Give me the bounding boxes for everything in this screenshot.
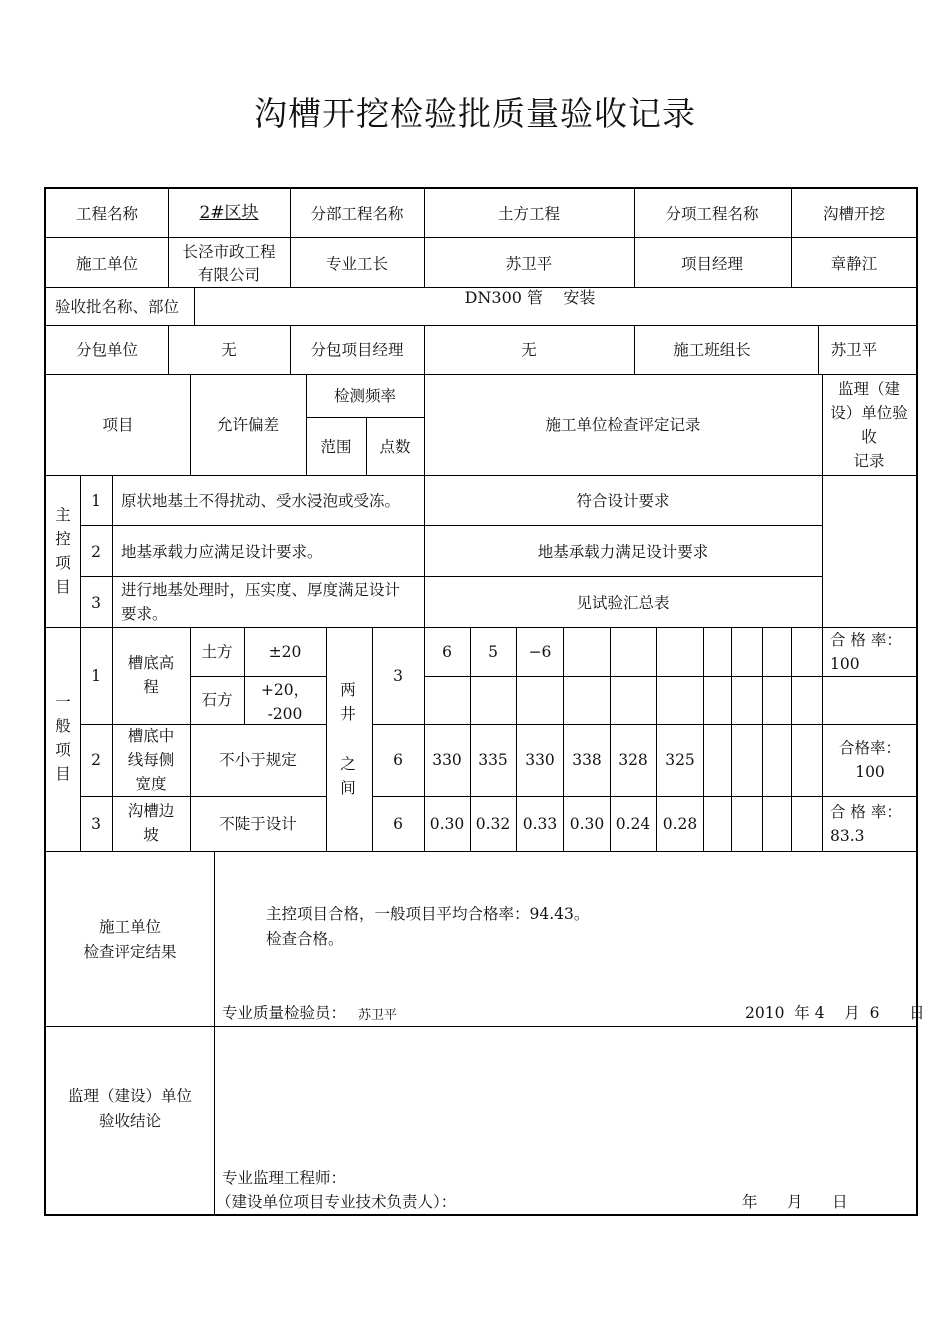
main-control-label-char: 项 <box>55 554 71 572</box>
column-frequency: 检测频率 <box>333 387 397 405</box>
general-item-1-pass-line1: 合 格 率： <box>830 631 902 649</box>
inspector-label: 专业质量检验员： <box>222 1004 347 1022</box>
measure-value: 0.30 <box>429 815 465 833</box>
general-item-2-pass-line1: 合格率： <box>838 739 902 757</box>
team-leader-label: 施工班组长 <box>673 341 751 359</box>
general-item-1-tol1: ±20 <box>268 643 302 661</box>
general-item-1-tol2-line1: +20， <box>260 681 310 699</box>
main-control-label-char: 主 <box>55 506 71 524</box>
main-item-1-no: 1 <box>91 492 101 510</box>
owner-label: （建设单位项目专业技术负责人）： <box>216 1193 457 1211</box>
main-item-1-record: 符合设计要求 <box>576 492 670 510</box>
measure-value: 6 <box>442 643 452 661</box>
general-item-3-pass-line1: 合 格 率： <box>830 803 902 821</box>
column-record: 施工单位检查评定记录 <box>545 416 701 434</box>
column-supervision-line1: 监理（建 <box>837 380 901 398</box>
measure-value: 0.28 <box>662 815 698 833</box>
measure-value: 328 <box>618 751 648 769</box>
result-text-line1: 主控项目合格，一般项目平均合格率：94.43。 <box>266 905 590 923</box>
measure-value: 0.32 <box>475 815 511 833</box>
general-item-3-tol: 不陡于设计 <box>219 815 297 833</box>
measure-value: 0.24 <box>615 815 651 833</box>
column-range: 范围 <box>320 438 352 456</box>
general-item-2-name-line1: 槽底中 <box>127 727 175 745</box>
batch-value: DN300 管 安装 <box>464 288 596 307</box>
measure-value: 0.30 <box>569 815 605 833</box>
column-supervision-line2: 设）单位验 <box>830 404 908 422</box>
foreman-value: 苏卫平 <box>505 255 553 273</box>
general-item-1-points: 3 <box>393 667 403 685</box>
manager-value: 章静江 <box>830 255 878 273</box>
general-item-2-points: 6 <box>393 751 403 769</box>
main-control-label-char: 控 <box>55 530 71 548</box>
main-item-3-desc-line1: 进行地基处理时，压实度、厚度满足设计 <box>121 581 401 599</box>
manager-label: 项目经理 <box>680 255 744 273</box>
conclusion-date: 年 月 日 <box>742 1193 848 1211</box>
batch-label: 验收批名称、部位 <box>55 298 180 316</box>
general-item-3-name-line2: 坡 <box>143 826 159 844</box>
main-item-3-record: 见试验汇总表 <box>576 594 670 612</box>
general-item-2-tol: 不小于规定 <box>219 751 297 769</box>
measure-value: 325 <box>665 751 695 769</box>
item-project-label: 分项工程名称 <box>665 205 759 223</box>
general-item-1-no: 1 <box>91 667 101 685</box>
measure-value: 330 <box>432 751 462 769</box>
sub-project-value: 土方工程 <box>497 205 561 223</box>
general-label-char: 目 <box>55 765 71 783</box>
general-item-3-name-line1: 沟槽边 <box>127 802 175 820</box>
general-label-char: 一 <box>55 693 71 711</box>
general-item-2-pass-line2: 100 <box>855 763 885 781</box>
conclusion-label-line2: 验收结论 <box>98 1112 162 1130</box>
main-item-2-desc: 地基承载力应满足设计要求。 <box>121 543 323 561</box>
range-char: 间 <box>340 779 356 797</box>
main-control-label-char: 目 <box>55 578 71 596</box>
main-item-3-desc-line2: 要求。 <box>121 605 168 623</box>
inspection-form <box>44 187 918 1216</box>
sub-manager-value: 无 <box>521 341 537 359</box>
general-item-1-sub2: 石方 <box>201 691 233 709</box>
result-date: 2010 年 4 月 6 日 <box>745 1004 925 1022</box>
measure-value: 335 <box>478 751 508 769</box>
sub-project-label: 分部工程名称 <box>310 205 404 223</box>
general-item-3-points: 6 <box>393 815 403 833</box>
general-label-char: 项 <box>55 741 71 759</box>
measure-value: 330 <box>525 751 555 769</box>
column-supervision-line4: 记录 <box>853 452 885 470</box>
team-leader-value: 苏卫平 <box>830 341 878 359</box>
general-item-2-name-line3: 宽度 <box>135 775 167 793</box>
main-item-3-no: 3 <box>91 594 101 612</box>
page-title: 沟槽开挖检验批质量验收记录 <box>254 94 696 133</box>
range-char: 井 <box>340 705 356 723</box>
general-item-2-name-line2: 线每侧 <box>127 751 175 769</box>
general-item-3-pass-line2: 83.3 <box>830 827 865 845</box>
general-item-1-tol2-line2: -200 <box>267 705 303 723</box>
subcontractor-value: 无 <box>221 341 237 359</box>
engineer-label: 专业监理工程师： <box>222 1169 347 1187</box>
measure-value: −6 <box>528 643 552 661</box>
project-name-value: 2#区块 <box>199 203 259 223</box>
general-item-1-sub1: 土方 <box>201 643 233 661</box>
main-item-2-record: 地基承载力满足设计要求 <box>537 543 709 561</box>
range-char: 之 <box>340 755 356 773</box>
result-label-line1: 施工单位 <box>98 918 162 936</box>
range-char: 两 <box>340 681 356 699</box>
general-label-char: 般 <box>55 717 71 735</box>
foreman-label: 专业工长 <box>325 255 389 273</box>
general-item-2-no: 2 <box>91 751 101 769</box>
item-project-value: 沟槽开挖 <box>822 205 886 223</box>
contractor-value-line1: 长泾市政工程 <box>182 243 276 261</box>
subcontractor-label: 分包单位 <box>75 341 139 359</box>
project-name-label: 工程名称 <box>75 205 139 223</box>
general-item-3-no: 3 <box>91 815 101 833</box>
column-points: 点数 <box>379 438 411 456</box>
conclusion-label-line1: 监理（建设）单位 <box>67 1087 193 1105</box>
column-supervision-line3: 收 <box>861 428 877 446</box>
column-item: 项目 <box>102 416 134 434</box>
result-label-line2: 检查评定结果 <box>83 943 177 961</box>
general-item-1-name-line2: 程 <box>143 678 159 696</box>
result-text-line2: 检查合格。 <box>266 930 344 948</box>
inspector-signature: 苏卫平 <box>358 1008 398 1023</box>
main-item-2-no: 2 <box>91 543 101 561</box>
measure-value: 338 <box>572 751 602 769</box>
sub-manager-label: 分包项目经理 <box>310 341 404 359</box>
measure-value: 5 <box>488 643 498 661</box>
main-item-1-desc: 原状地基土不得扰动、受水浸泡或受冻。 <box>121 492 401 510</box>
contractor-label: 施工单位 <box>75 255 139 273</box>
contractor-value-line2: 有限公司 <box>197 266 261 284</box>
measure-value: 0.33 <box>522 815 558 833</box>
general-item-1-name-line1: 槽底高 <box>127 654 175 672</box>
column-tolerance: 允许偏差 <box>216 416 280 434</box>
general-item-1-pass-line2: 100 <box>830 655 860 673</box>
